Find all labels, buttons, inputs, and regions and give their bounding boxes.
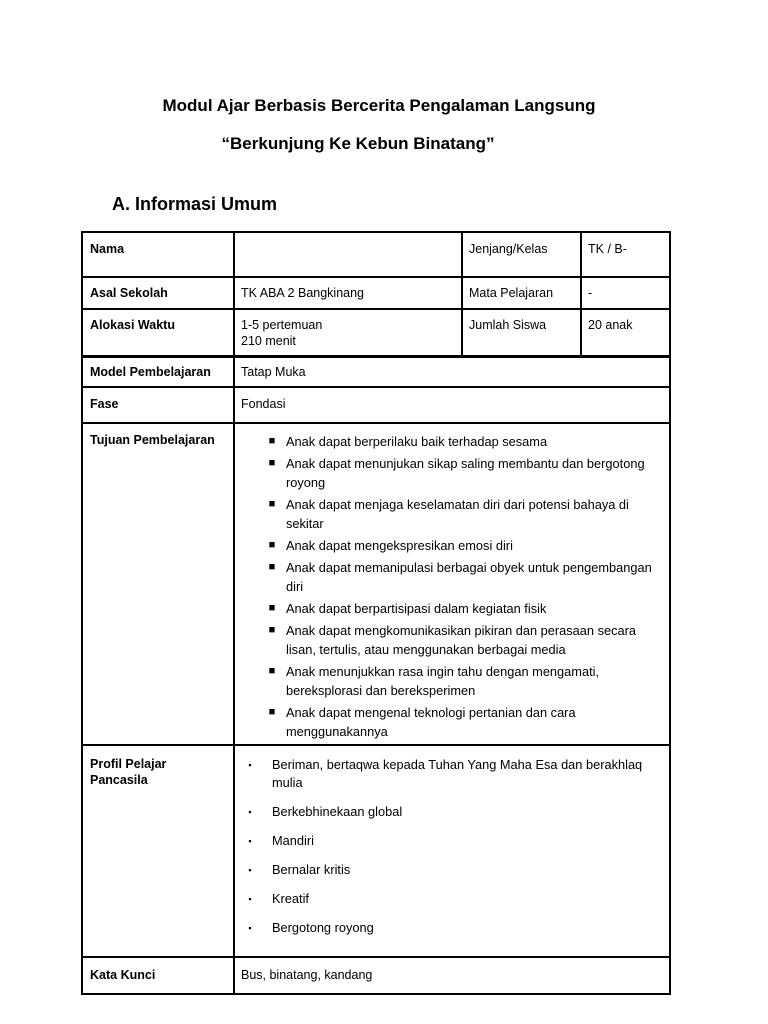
- list-item-text: Anak dapat mengekspresikan emosi diri: [286, 537, 513, 553]
- list-item-text: Beriman, bertaqwa kepada Tuhan Yang Maha Esa dan berakhlaq mulia: [272, 756, 643, 790]
- square-bullet-icon: ■: [268, 623, 276, 636]
- fase-label: Fase: [82, 387, 234, 423]
- square-bullet-icon: ■: [268, 456, 276, 469]
- list-item: [265, 599, 663, 618]
- section-heading: A. Informasi Umum: [112, 194, 278, 214]
- table-row: [82, 387, 670, 423]
- alokasi-waktu-label: Alokasi Waktu: [82, 309, 234, 357]
- tujuan-list: [241, 432, 663, 741]
- kata-kunci-label: Kata Kunci: [82, 957, 234, 994]
- list-item-text: Bernalar kritis: [272, 861, 351, 877]
- list-item: [265, 495, 663, 533]
- list-item: [245, 919, 663, 937]
- model-value: Tatap Muka: [234, 356, 670, 387]
- mata-pelajaran-label: Mata Pelajaran: [462, 277, 581, 309]
- info-table-bottom: [81, 355, 671, 995]
- alokasi-waktu-line2: 210 menit: [241, 334, 296, 348]
- square-bullet-icon: ■: [268, 497, 276, 510]
- list-item-text: Anak menunjukkan rasa ingin tahu dengan mengamati, bereksplorasi dan bereksperimen: [286, 663, 600, 698]
- list-item-text: Anak dapat mengkomunikasikan pikiran dan perasaan secara lisan, tertulis, atau menggunakan berbagai media: [286, 622, 636, 657]
- table-row: [82, 745, 670, 957]
- table-row: [82, 232, 670, 277]
- list-item-text: Anak dapat menunjukan sikap saling membantu dan bergotong royong: [286, 455, 645, 490]
- list-item: [265, 454, 663, 492]
- list-item: [245, 832, 663, 850]
- square-bullet-icon: ■: [268, 601, 276, 614]
- list-item: [245, 861, 663, 879]
- table-row: [82, 423, 670, 745]
- profil-list-cell: [234, 745, 670, 957]
- list-item-text: Anak dapat berpartisipasi dalam kegiatan fisik: [286, 600, 547, 616]
- list-item-text: Anak dapat mengenal teknologi pertanian dan cara menggunakannya: [286, 704, 576, 739]
- model-label: Model Pembelajaran: [82, 356, 234, 387]
- list-item: [245, 803, 663, 821]
- info-table-top: [81, 231, 671, 358]
- square-bullet-icon: ■: [268, 664, 276, 677]
- list-item: [245, 756, 663, 792]
- asal-sekolah-label: Asal Sekolah: [82, 277, 234, 309]
- jumlah-siswa-value: 20 anak: [581, 309, 670, 357]
- small-bullet-icon: ▪: [248, 759, 252, 770]
- list-item-text: Kreatif: [272, 890, 309, 906]
- table-row: [82, 277, 670, 309]
- list-item-text: Anak dapat memanipulasi berbagai obyek untuk pengembangan diri: [286, 559, 652, 594]
- nama-label: Nama: [82, 232, 234, 277]
- list-item: [265, 432, 663, 451]
- list-item-text: Anak dapat berperilaku baik terhadap sesama: [286, 433, 548, 449]
- list-item-text: Mandiri: [272, 832, 314, 848]
- list-item: [265, 621, 663, 659]
- list-item: [245, 890, 663, 908]
- list-item: [265, 662, 663, 700]
- jumlah-siswa-label: Jumlah Siswa: [462, 309, 581, 357]
- list-item-text: Bergotong royong: [272, 919, 374, 935]
- mata-pelajaran-value: -: [581, 277, 670, 309]
- asal-sekolah-value: TK ABA 2 Bangkinang: [234, 277, 462, 309]
- table-row: [82, 309, 670, 357]
- table-row: [82, 957, 670, 994]
- small-bullet-icon: ▪: [248, 835, 252, 846]
- list-item: [265, 703, 663, 741]
- fase-value: Fondasi: [234, 387, 670, 423]
- jenjang-value: TK / B-: [581, 232, 670, 277]
- small-bullet-icon: ▪: [248, 806, 252, 817]
- table-row: [82, 356, 670, 387]
- jenjang-label: Jenjang/Kelas: [462, 232, 581, 277]
- alokasi-waktu-value: [234, 309, 462, 357]
- tujuan-list-cell: [234, 423, 670, 745]
- square-bullet-icon: ■: [268, 705, 276, 718]
- small-bullet-icon: ▪: [248, 922, 252, 933]
- profil-label: Profil Pelajar Pancasila: [82, 745, 234, 957]
- list-item-text: Berkebhinekaan global: [272, 803, 403, 819]
- list-item-text: Anak dapat menjaga keselamatan diri dari potensi bahaya di sekitar: [286, 496, 629, 531]
- small-bullet-icon: ▪: [248, 864, 252, 875]
- square-bullet-icon: ■: [268, 560, 276, 573]
- tujuan-label: Tujuan Pembelajaran: [82, 423, 234, 745]
- document-title: Modul Ajar Berbasis Bercerita Pengalaman Langsung: [162, 96, 596, 115]
- list-item: [265, 558, 663, 596]
- alokasi-waktu-line1: 1-5 pertemuan: [241, 318, 323, 332]
- square-bullet-icon: ■: [268, 434, 276, 447]
- profil-list: [241, 756, 663, 937]
- list-item: [265, 536, 663, 555]
- kata-kunci-value: Bus, binatang, kandang: [234, 957, 670, 994]
- small-bullet-icon: ▪: [248, 893, 252, 904]
- square-bullet-icon: ■: [268, 538, 276, 551]
- nama-value: [234, 232, 462, 277]
- document-subtitle: “Berkunjung Ke Kebun Binatang”: [221, 134, 495, 153]
